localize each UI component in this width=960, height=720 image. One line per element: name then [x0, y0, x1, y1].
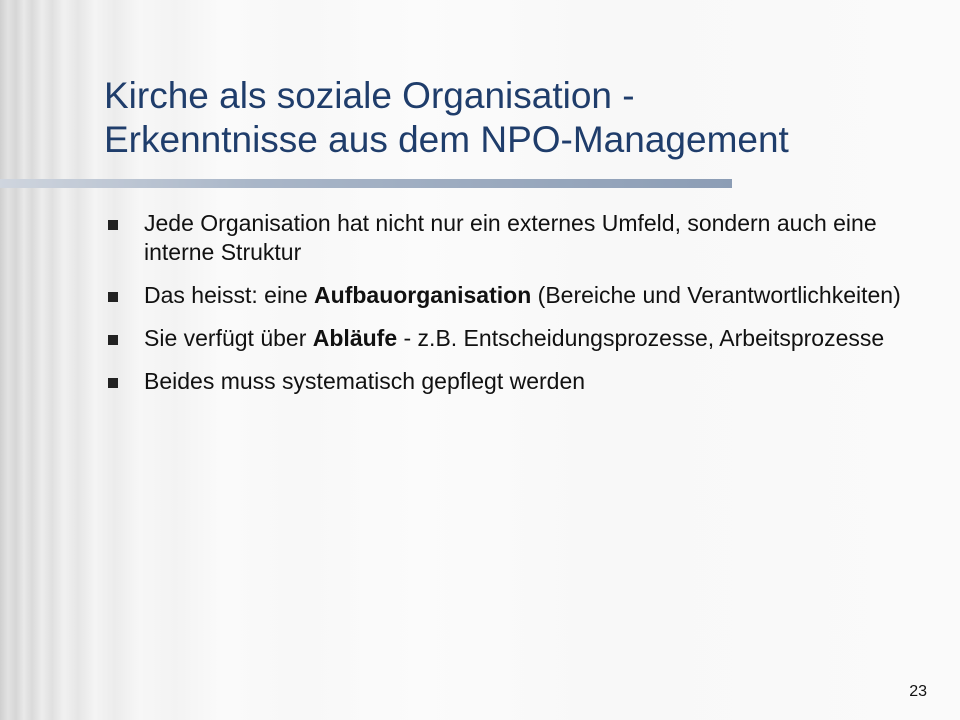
bullet-item [106, 209, 936, 267]
bullet-item [106, 281, 936, 310]
bullet-text: Das heisst: eine [144, 282, 315, 308]
square-bullet-icon [108, 335, 118, 345]
title-divider [0, 179, 732, 188]
title-line-2: Erkenntnisse aus dem NPO-Management [104, 119, 789, 160]
bullet-bold-text: Aufbauorganisation [314, 282, 532, 308]
square-bullet-icon [108, 292, 118, 302]
square-bullet-icon [108, 378, 118, 388]
bullet-text: Jede Organisation hat nicht nur ein externes Umfeld, sondern auch eine interne Struktur [144, 210, 877, 265]
bullet-item [106, 324, 936, 353]
bullet-list [106, 209, 936, 410]
bullet-text: Beides muss systematisch gepflegt werden [144, 368, 586, 394]
bullet-bold-text: Abläufe [312, 325, 398, 351]
title-line-1: Kirche als soziale Organisation - [104, 75, 635, 116]
bullet-text: Sie verfügt über [144, 325, 313, 351]
page-number: 23 [909, 683, 927, 700]
square-bullet-icon [108, 220, 118, 230]
bullet-item [106, 367, 936, 396]
slide-title [104, 74, 924, 162]
bullet-text: (Bereiche und Verantwortlichkeiten) [531, 282, 901, 308]
bullet-text: - z.B. Entscheidungsprozesse, Arbeitsprozesse [397, 325, 885, 351]
